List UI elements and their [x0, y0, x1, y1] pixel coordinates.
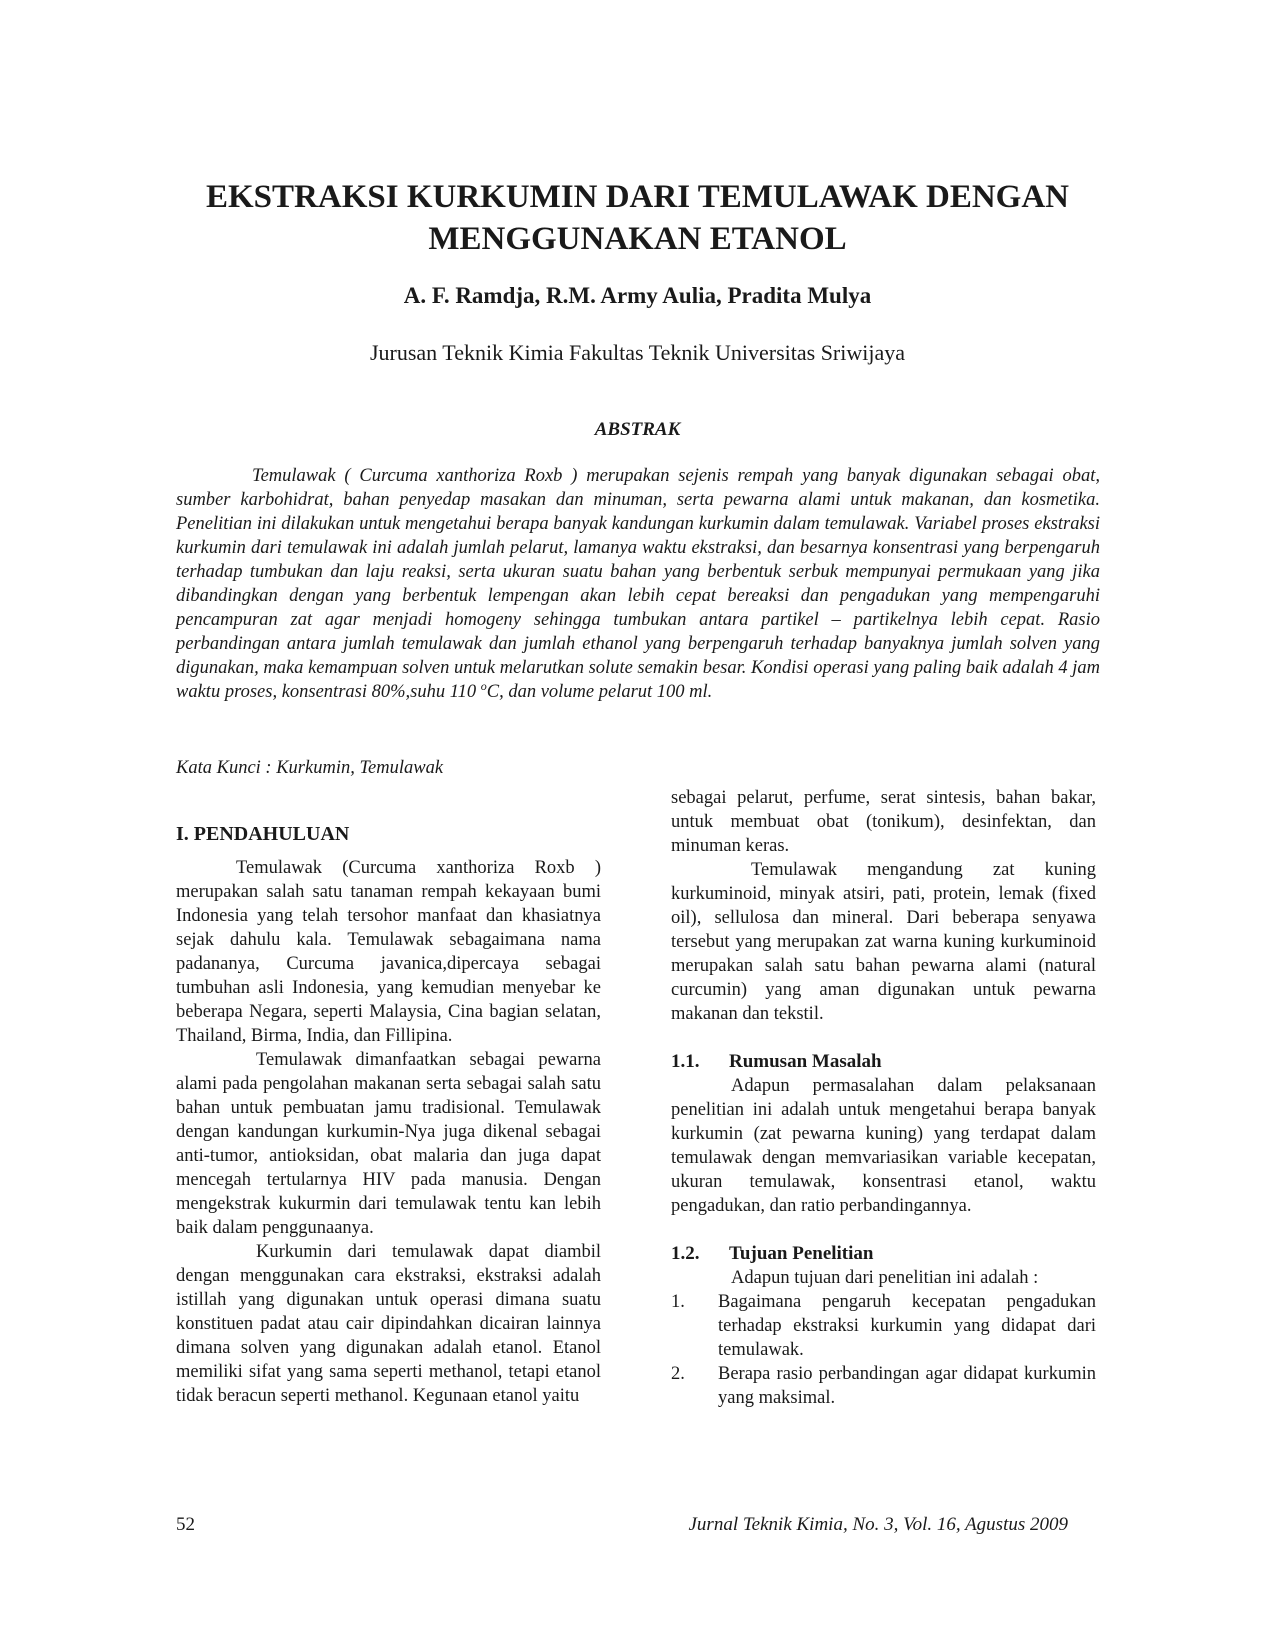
- subsection-title: Rumusan Masalah: [729, 1051, 882, 1072]
- title-line-2: MENGGUNAKAN ETANOL: [428, 221, 847, 257]
- authors: A. F. Ramdja, R.M. Army Aulia, Pradita Mulya: [403, 283, 872, 308]
- tujuan-intro: Adapun tujuan dari penelitian ini adalah :: [731, 1268, 1039, 1288]
- right-column: [671, 786, 1096, 1410]
- abstract-heading: ABSTRAK: [594, 419, 681, 440]
- intro-paragraph-3: Kurkumin dari temulawak dapat diambil dengan menggunakan cara ekstraksi, ekstraksi adalah istillah yang digunakan untuk operasi dimana suatu konstituen padat atau cair dipindahkan dicairan lainnya dimana solven yang digunakan adalah etanol. Etanol memiliki sifat yang sama seperti methanol, tetapi etanol tidak beracun seperti methanol. Kegunaan etanol yaitu: [176, 1242, 601, 1406]
- affiliation: Jurusan Teknik Kimia Fakultas Teknik Universitas Sriwijaya: [369, 340, 906, 365]
- intro-paragraph-4: sebagai pelarut, perfume, serat sintesis, bahan bakar, untuk membuat obat (tonikum), desinfektan, dan minuman keras.: [671, 788, 1096, 856]
- left-column: [176, 820, 601, 1408]
- subsection-heading-rumusan-masalah: [671, 1050, 1096, 1074]
- subsection-number: 1.1.: [671, 1051, 700, 1072]
- abstract-text: [176, 464, 1100, 704]
- intro-paragraph-1: Temulawak (Curcuma xanthoriza Roxb ) merupakan salah satu tanaman rempah kekayaan bumi Indonesia yang telah tersohor manfaat dan khasiatnya sejak dahulu kala. Temulawak sebagaimana nama padananya, Curcuma javanica,dipercaya sebagai tumbuhan asli Indonesia, yang kemudian menyebar ke beberapa Negara, seperti Malaysia, Cina bagian selatan, Thailand, Birma, India, dan Fillipina.: [176, 858, 601, 1046]
- journal-citation: Jurnal Teknik Kimia, No. 3, Vol. 16, Agustus 2009: [688, 1514, 1068, 1535]
- list-item: 2. Berapa rasio perbandingan agar didapat kurkumin yang maksimal.: [671, 1364, 1096, 1408]
- subsection-heading-tujuan-penelitian: [671, 1242, 1096, 1266]
- list-item: 1. Bagaimana pengaruh kecepatan pengadukan terhadap ekstraksi kurkumin yang didapat dari temulawak.: [671, 1292, 1096, 1360]
- keywords: Kata Kunci : Kurkumin, Temulawak: [176, 758, 444, 778]
- title-line-1: EKSTRAKSI KURKUMIN DARI TEMULAWAK DENGAN: [206, 179, 1069, 215]
- paper-title: [0, 176, 1275, 260]
- abstract-text-main: Temulawak ( Curcuma xanthoriza Roxb ) merupakan sejenis rempah yang banyak digunakan sebagai obat, sumber karbohidrat, bahan penyedap masakan dan minuman, serta pewarna alami untuk makanan, dan kosmetika. Penelitian ini dilakukan untuk mengetahui berapa banyak kandungan kurkumin dalam temulawak. Variabel proses ekstraksi kurkumin dari temulawak ini adalah jumlah pelarut, lamanya waktu ekstraksi, dan besarnya konsentrasi yang berpengaruh terhadap tumbukan dan laju reaksi, serta ukuran suatu bahan yang berbentuk serbuk mempunyai permukaan yang jika dibandingkan dengan yang berbentuk lempengan akan lebih cepat bereaksi dan pengadukan yang mempengaruhi pencampuran zat agar menjadi homogeny sehingga tumbukan antara partikel – partikelnya lebih cepat. Rasio perbandingan antara jumlah temulawak dan jumlah ethanol yang berpengaruh terhadap banyaknya jumlah solven yang digunakan, maka kemampuan solven untuk melarutkan solute semakin besar. Kondisi operasi yang paling baik adalah 4 jam waktu proses, konsentrasi 80%,suhu 110: [176, 466, 1100, 702]
- abstract-text-end: C, dan volume pelarut 100 ml.: [486, 682, 713, 702]
- section-heading-pendahuluan: I. PENDAHULUAN: [176, 823, 350, 845]
- degree-superscript: o: [480, 678, 487, 693]
- subsection-title: Tujuan Penelitian: [729, 1243, 874, 1264]
- subsection-number: 1.2.: [671, 1243, 700, 1264]
- tujuan-list: [671, 1290, 1096, 1410]
- page-number: 52: [176, 1514, 195, 1535]
- rumusan-masalah-text: Adapun permasalahan dalam pelaksanaan penelitian ini adalah untuk mengetahui berapa banyak kurkumin (zat pewarna kuning) yang terdapat dalam temulawak dengan memvariasikan variable kecepatan, ukuran temulawak, konsentrasi etanol, waktu pengadukan, dan ratio perbandingannya.: [671, 1076, 1096, 1216]
- intro-paragraph-5: Temulawak mengandung zat kuning kurkuminoid, minyak atsiri, pati, protein, lemak (fixed oil), sellulosa dan mineral. Dari beberapa senyawa tersebut yang merupakan zat warna kuning kurkuminoid merupakan salah satu bahan pewarna alami (natural curcumin) yang aman digunakan untuk pewarna makanan dan tekstil.: [671, 860, 1096, 1024]
- intro-paragraph-2: Temulawak dimanfaatkan sebagai pewarna alami pada pengolahan makanan serta sebagai salah satu bahan untuk pembuatan jamu tradisional. Temulawak dengan kandungan kurkumin-Nya juga dikenal sebagai anti-tumor, antioksidan, obat malaria dan juga dapat mencegah tertularnya HIV pada manusia. Dengan mengekstrak kukurmin dari temulawak tentu kan lebih baik dalam penggunaanya.: [176, 1050, 601, 1238]
